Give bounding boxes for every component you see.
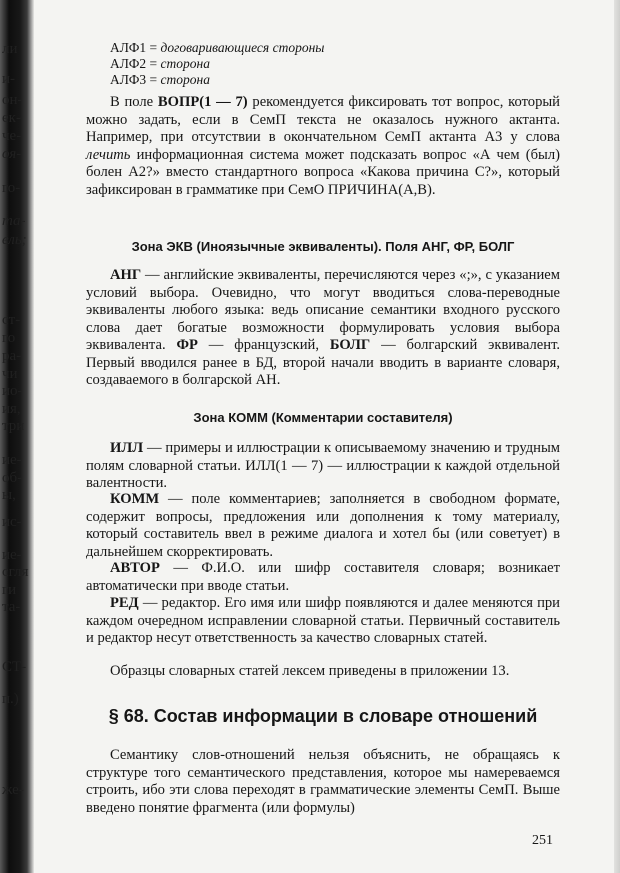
margin-fragment: СТ- bbox=[2, 659, 27, 675]
definition-line: АЛФ3 = сторона bbox=[110, 72, 210, 87]
margin-fragment: та- bbox=[2, 599, 21, 615]
margin-fragment: ис- bbox=[2, 514, 22, 530]
paragraph-vopr: В поле ВОПР(1 — 7) рекомендуется фиксировать тот вопрос, который можно задать, если в СемП текста не оказалось нужного актанта. Например, при отсутствии в окончательном СемП актанта А3 у слова лечить информационная система может подсказать вопрос «А чем (был) болен А2?» вместо стандартного вопроса «Какова причина С?», который зафиксирован в грамматике при СемО ПРИЧИНА(А,В). bbox=[86, 94, 560, 198]
paragraph-samples: Образцы словарных статей лексем приведены в приложении 13. bbox=[110, 663, 510, 679]
paragraph-ill: ИЛЛ — примеры и иллюстрации к описываемому значению и трудным полям словарной статьи. ИЛЛ(1 — 7) — иллюстрации к каждой отдельной валентности. bbox=[86, 440, 560, 491]
margin-fragment: ие- bbox=[2, 547, 22, 563]
paragraph-ang: АНГ — английские эквиваленты, перечисляются через «;», с указанием условий выбора. Очевидно, что могут вводиться слова-переводные эквиваленты любого языка: ведь описание семантики входного русского слова дает богатые возможности формулировать условия выбора эквивалента. ФР — французский, БОЛГ — болгарский эквивалент. Первый вводился ранее в БД, второй начали вводить в варианте словаря, создаваемого в болгарской АН. bbox=[86, 267, 561, 388]
margin-fragment: же- bbox=[2, 782, 24, 798]
margin-fragment: че- bbox=[2, 128, 22, 144]
page-number: 251 bbox=[532, 833, 553, 848]
margin-fragment: ли bbox=[2, 41, 18, 57]
section-title: § 68. Состав информации в словаре отношений bbox=[108, 706, 538, 726]
zone-heading-ekv: Зона ЭКВ (Иноязычные эквиваленты). Поля АНГ, ФР, БОЛГ bbox=[131, 239, 515, 254]
margin-fragment: го- bbox=[2, 180, 21, 196]
margin-fragment: ек- bbox=[2, 110, 21, 126]
margin-fragment: ель; bbox=[2, 232, 27, 248]
paragraph-avtor: АВТОР — Ф.И.О. или шифр составителя словаря; возникает автоматически при вводе статьи. bbox=[86, 560, 560, 594]
definition-line: АЛФ2 = сторона bbox=[110, 56, 210, 71]
margin-fragment: п.) bbox=[2, 691, 19, 707]
margin-fragment: сгля bbox=[2, 564, 29, 580]
margin-fragment: ра- bbox=[2, 348, 22, 364]
margin-fragment: три bbox=[2, 418, 25, 434]
paragraph-relations: Семантику слов-отношений нельзя объяснить, не обращаясь к структуре того семантического представления, которое мы намереваемся строить, ибо эти слова переходят в грамматические элементы СемП. Выше введено понятие фрагмента (или формулы) bbox=[86, 747, 560, 816]
paragraph-komm: КОММ — поле комментариев; заполняется в свободном формате, содержит вопросы, предложения или дополнения к тому материалу, который составитель ввел в режиме диалога и хотел бы (или советует) в дальнейшем скорректировать. bbox=[86, 491, 560, 560]
page-edge bbox=[614, 0, 620, 873]
margin-fragment: оя- bbox=[2, 146, 22, 162]
margin-fragment: го bbox=[2, 330, 16, 346]
actant-definitions bbox=[110, 40, 324, 88]
margin-fragment: чи bbox=[2, 366, 18, 382]
margin-fragment: ие- bbox=[2, 452, 22, 468]
margin-fragment: и- bbox=[2, 71, 16, 87]
zone-heading-komm: Зона КОММ (Комментарии составителя) bbox=[193, 410, 453, 425]
margin-fragment: об- bbox=[2, 470, 23, 486]
margin-fragment: ги bbox=[2, 582, 17, 598]
margin-fragment: та- bbox=[2, 213, 26, 229]
margin-fragment: он- bbox=[2, 92, 23, 108]
definition-line: АЛФ1 = договаривающиеся стороны bbox=[110, 40, 325, 55]
paragraph-red: РЕД — редактор. Его имя или шифр появляются и далее меняются при каждом очередном исправлении словарной статьи. Первичный составитель и редактор несут ответственность за качество словарных статей. bbox=[86, 595, 560, 646]
margin-fragment: ио- bbox=[2, 383, 23, 399]
margin-fragment: ия, bbox=[2, 401, 21, 417]
margin-fragment: ы, bbox=[2, 487, 16, 503]
margin-fragment: ст- bbox=[2, 312, 21, 328]
